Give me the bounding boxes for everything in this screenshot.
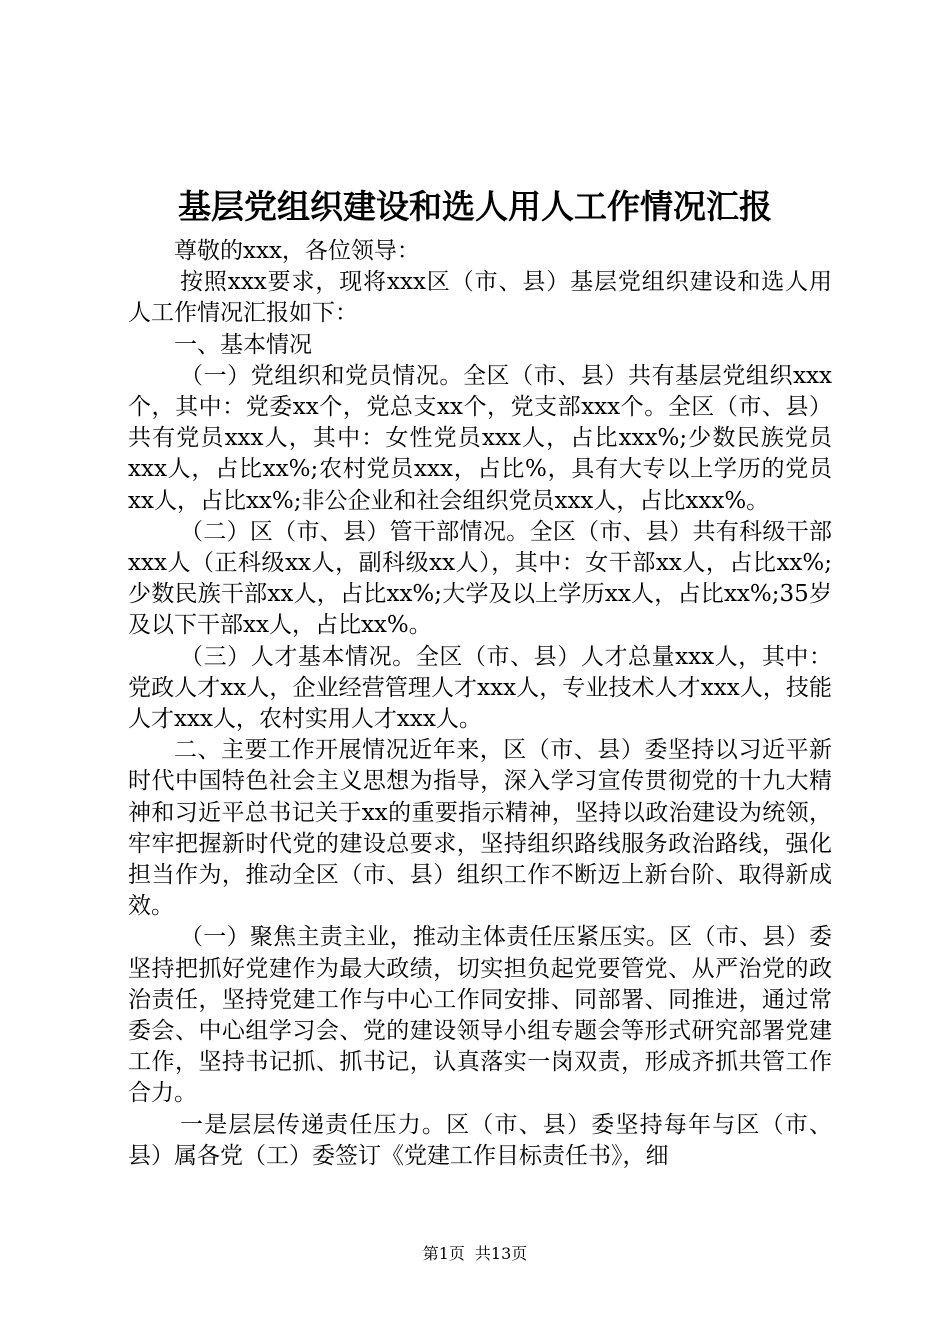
section-heading-basic: 一、基本情况 [174, 331, 312, 358]
page-total: 共13页 [474, 1244, 528, 1263]
intro-paragraph: 按照xxx要求，现将xxx区（市、县）基层党组织建设和选人用人工作情况汇报如下： [128, 269, 832, 327]
paragraph-talent: （三）人才基本情况。全区（市、县）人才总量xxx人，其中：党政人才xx人，企业经营管理人才xxx人，专业技术人才xxx人，技能人才xxx人，农村实用人才xxx人。 [128, 643, 832, 733]
paragraph-responsibility: （一）聚焦主责主业，推动主体责任压紧压实。区（市、县）委坚持把抓好党建作为最大政绩，切实担负起党要管党、从严治党的政治责任，坚持党建工作与中心工作同安排、同部署、同推进，通过常委会、中心组学习会、党的建设领导小组专题会等形式研究部署党建工作，坚持书记抓、抓书记，认真落实一岗双责，形成齐抓共管工作合力。 [128, 924, 832, 1107]
paragraph-pressure: 一是层层传递责任压力。区（市、县）委坚持每年与区（市、县）属各党（工）委签订《党建工作目标责任书》，细 [128, 1111, 832, 1169]
paragraph-cadres: （二）区（市、县）管干部情况。全区（市、县）共有科级干部xxx人（正科级xx人，副科级xx人），其中：女干部xx人，占比xx%;少数民族干部xx人，占比xx%;大学及以上学历xx人，占比xx%;35岁及以下干部xx人，占比xx%。 [128, 518, 832, 639]
page-number: 第1页 [422, 1244, 465, 1263]
paragraph-party-members: （一）党组织和党员情况。全区（市、县）共有基层党组织xxx个，其中：党委xx个，党总支xx个，党支部xxx个。全区（市、县）共有党员xxx人，其中：女性党员xxx人，占比xxx%;少数民族党员xxx人，占比xx%;农村党员xxx，占比%，具有大专以上学历的党员xx人，占比xx%;非公企业和社会组织党员xxx人，占比xxx%。 [128, 362, 832, 514]
paragraph-main-work: 二、主要工作开展情况近年来，区（市、县）委坚持以习近平新时代中国特色社会主义思想为指导，深入学习宣传贯彻党的十九大精神和习近平总书记关于xx的重要指示精神，坚持以政治建设为统领，牢牢把握新时代党的建设总要求，坚持组织路线服务政治路线，强化担当作为，推动全区（市、县）组织工作不断迈上新台阶、取得新成效。 [128, 737, 832, 920]
page-footer [0, 1243, 950, 1265]
document-title: 基层党组织建设和选人用人工作情况汇报 [178, 187, 772, 226]
greeting-paragraph: 尊敬的xxx，各位领导： [174, 238, 420, 264]
document-body [128, 236, 832, 1172]
